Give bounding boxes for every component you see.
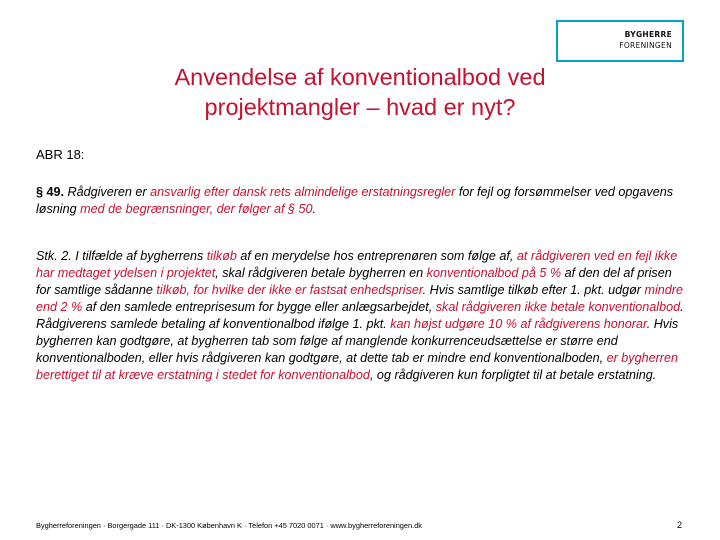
paragraph-stk-2	[36, 248, 686, 384]
p2-text-1: Stk. 2. I tilfælde af bygherrens	[36, 249, 207, 263]
p2-highlight-3: konventionalbod på 5 %	[426, 266, 562, 280]
p2-text-9: , og rådgiveren kun forpligtet til at betale erstatning.	[369, 368, 657, 382]
section-label: § 49.	[36, 185, 65, 199]
bygherreforeningen-logo	[556, 20, 684, 62]
p2-highlight-6: skal rådgiveren ikke betale konventionalbod	[435, 300, 681, 314]
logo-text-line2: FORENINGEN	[619, 41, 672, 50]
p1-text-1: Rådgiveren er	[64, 185, 151, 199]
p2-text-3: , skal rådgiveren betale bygherren en	[215, 266, 427, 280]
p2-text-6: af den samlede entreprisesum for bygge eller anlægsarbejdet,	[82, 300, 436, 314]
paragraph-section-49	[36, 184, 686, 218]
p2-highlight-1: tilkøb	[206, 249, 237, 263]
p2-highlight-2: at rådgiveren ved en fejl ikke har medtaget ydelsen i projektet	[36, 249, 678, 280]
p2-text-7: . Rådgiverens samlede betaling af konventionalbod ifølge 1. pkt.	[36, 300, 684, 331]
p2-highlight-4: tilkøb, for hvilke der ikke er fastsat enhedspriser	[156, 283, 423, 297]
p2-text-5: . Hvis samtlige tilkøb efter 1. pkt. udgør	[422, 283, 645, 297]
p1-text-2: for fejl og forsømmelser ved opgavens løsning	[36, 185, 674, 216]
page-number: 2	[676, 520, 682, 530]
footer-address: Bygherreforeningen · Borgergade 111 · DK-1300 København K · Telefon +45 7020 0071 · www.bygherreforeningen.dk	[36, 521, 422, 530]
p2-highlight-5: mindre end 2 %	[36, 283, 684, 314]
p1-highlight-1: ansvarlig efter dansk rets almindelige erstatningsregler	[150, 185, 456, 199]
p1-highlight-2: med de begrænsninger, der følger af § 50	[80, 202, 313, 216]
slide-title-line2: projektmangler – hvad er nyt?	[204, 94, 516, 120]
slide-title	[40, 62, 680, 122]
p2-text-2: af en merydelse hos entreprenøren som følge af,	[236, 249, 517, 263]
section-subhead: ABR 18:	[36, 147, 85, 162]
p2-text-4: af den del af prisen for samtlige sådanne	[36, 266, 672, 297]
p1-text-3: .	[312, 202, 317, 216]
p2-text-8: . Hvis bygherren kan godtgøre, at bygherren tab som følge af manglende konkurrenceudsættelse er større end konventionalboden, eller hvis rådgiveren kan godtgøre, at dette tab er mindre end konventionalboden,	[36, 317, 679, 365]
p2-highlight-7: kan højst udgøre 10 % af rådgiverens honorar	[390, 317, 647, 331]
slide-title-line1: Anvendelse af konventionalbod ved	[174, 64, 546, 90]
logo-text-line1: BYGHERRE	[624, 30, 672, 39]
p2-highlight-8: er bygherren berettiget til at kræve erstatning i stedet for konventionalbod	[36, 351, 678, 382]
